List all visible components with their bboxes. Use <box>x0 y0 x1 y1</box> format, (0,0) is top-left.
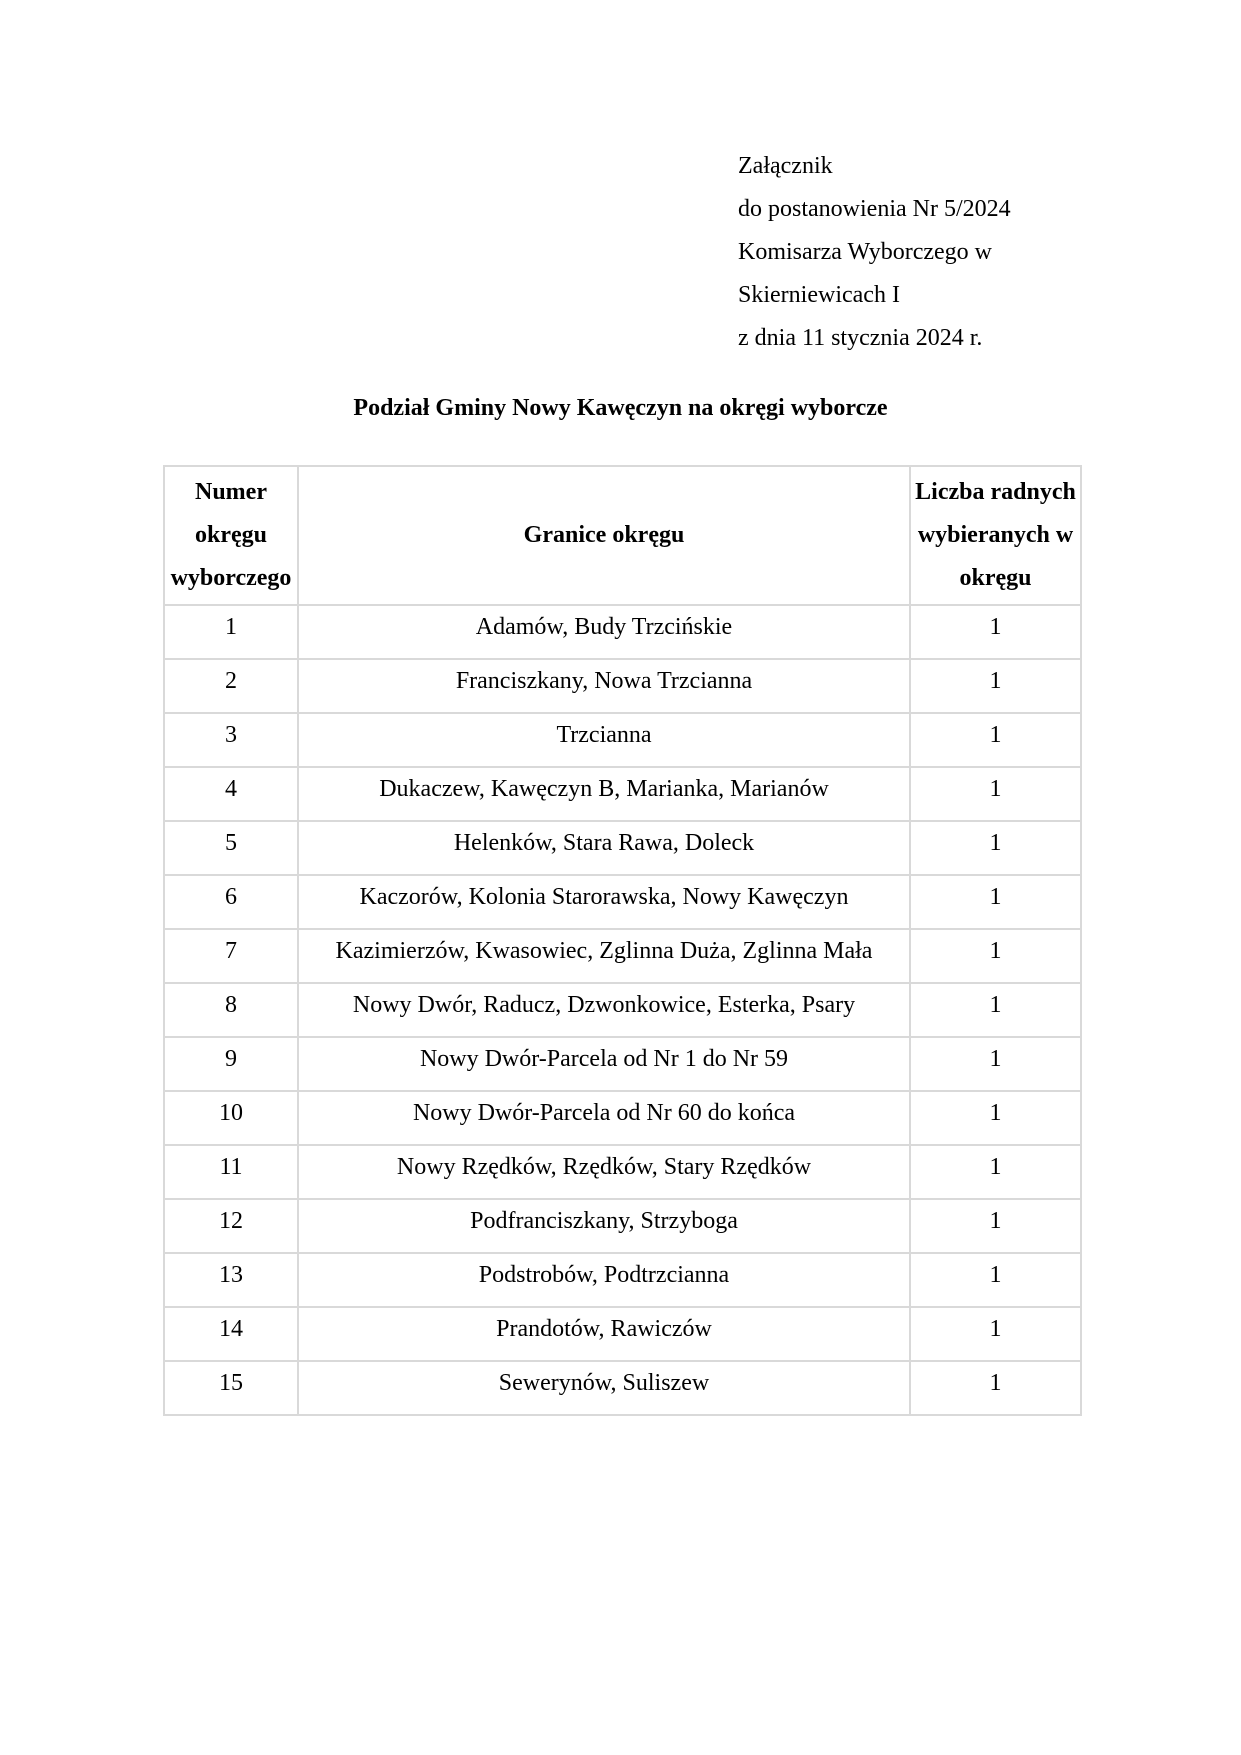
header-councillors-count: Liczba radnych wybieranych w okręgu <box>910 466 1081 605</box>
cell-councillors: 1 <box>910 605 1081 659</box>
header-district-boundaries: Granice okręgu <box>298 466 910 605</box>
cell-number: 1 <box>164 605 298 659</box>
table-row <box>164 605 1081 659</box>
cell-councillors: 1 <box>910 1199 1081 1253</box>
cell-councillors: 1 <box>910 1037 1081 1091</box>
cell-councillors: 1 <box>910 929 1081 983</box>
table-row <box>164 983 1081 1037</box>
annotation-line-date: z dnia 11 stycznia 2024 r. <box>738 325 983 351</box>
cell-councillors: 1 <box>910 983 1081 1037</box>
table-row <box>164 1199 1081 1253</box>
table-row <box>164 767 1081 821</box>
annotation-line-city: Skierniewicach I <box>738 282 900 308</box>
document-title: Podział Gminy Nowy Kawęczyn na okręgi wyborcze <box>353 395 888 421</box>
cell-number: 8 <box>164 983 298 1037</box>
cell-boundaries: Prandotów, Rawiczów <box>298 1307 910 1361</box>
cell-councillors: 1 <box>910 821 1081 875</box>
annotation-line-attachment: Załącznik <box>738 153 833 179</box>
cell-number: 9 <box>164 1037 298 1091</box>
cell-boundaries: Sewerynów, Suliszew <box>298 1361 910 1415</box>
annotation-line-decision: do postanowienia Nr 5/2024 <box>738 196 1011 222</box>
table-row <box>164 1253 1081 1307</box>
cell-councillors: 1 <box>910 713 1081 767</box>
cell-number: 12 <box>164 1199 298 1253</box>
attachment-annotation <box>738 145 1011 360</box>
cell-number: 15 <box>164 1361 298 1415</box>
table-row <box>164 713 1081 767</box>
cell-boundaries: Nowy Rzędków, Rzędków, Stary Rzędków <box>298 1145 910 1199</box>
cell-number: 14 <box>164 1307 298 1361</box>
cell-boundaries: Franciszkany, Nowa Trzcianna <box>298 659 910 713</box>
cell-councillors: 1 <box>910 875 1081 929</box>
cell-boundaries: Nowy Dwór, Raducz, Dzwonkowice, Esterka, Psary <box>298 983 910 1037</box>
cell-number: 11 <box>164 1145 298 1199</box>
cell-number: 2 <box>164 659 298 713</box>
cell-councillors: 1 <box>910 1361 1081 1415</box>
cell-boundaries: Kazimierzów, Kwasowiec, Zglinna Duża, Zglinna Mała <box>298 929 910 983</box>
cell-number: 4 <box>164 767 298 821</box>
cell-boundaries: Podfranciszkany, Strzyboga <box>298 1199 910 1253</box>
cell-number: 13 <box>164 1253 298 1307</box>
cell-councillors: 1 <box>910 1091 1081 1145</box>
cell-councillors: 1 <box>910 659 1081 713</box>
cell-boundaries: Trzcianna <box>298 713 910 767</box>
table-row <box>164 821 1081 875</box>
cell-councillors: 1 <box>910 767 1081 821</box>
cell-number: 3 <box>164 713 298 767</box>
districts-table <box>163 465 1082 1416</box>
annotation-line-commissioner: Komisarza Wyborczego w <box>738 239 993 265</box>
cell-number: 7 <box>164 929 298 983</box>
table-row <box>164 1145 1081 1199</box>
cell-number: 5 <box>164 821 298 875</box>
cell-number: 6 <box>164 875 298 929</box>
table-row <box>164 1307 1081 1361</box>
table-header-row <box>164 466 1081 605</box>
header-district-number: Numer okręgu wyborczego <box>164 466 298 605</box>
table-row <box>164 1037 1081 1091</box>
table-row <box>164 875 1081 929</box>
cell-boundaries: Nowy Dwór-Parcela od Nr 60 do końca <box>298 1091 910 1145</box>
cell-boundaries: Nowy Dwór-Parcela od Nr 1 do Nr 59 <box>298 1037 910 1091</box>
cell-boundaries: Dukaczew, Kawęczyn B, Marianka, Marianów <box>298 767 910 821</box>
cell-councillors: 1 <box>910 1145 1081 1199</box>
cell-boundaries: Helenków, Stara Rawa, Doleck <box>298 821 910 875</box>
cell-boundaries: Kaczorów, Kolonia Starorawska, Nowy Kawęczyn <box>298 875 910 929</box>
cell-boundaries: Adamów, Budy Trzcińskie <box>298 605 910 659</box>
table-row <box>164 1361 1081 1415</box>
table-row <box>164 929 1081 983</box>
cell-councillors: 1 <box>910 1307 1081 1361</box>
table-row <box>164 659 1081 713</box>
cell-councillors: 1 <box>910 1253 1081 1307</box>
table-row <box>164 1091 1081 1145</box>
cell-boundaries: Podstrobów, Podtrzcianna <box>298 1253 910 1307</box>
cell-number: 10 <box>164 1091 298 1145</box>
